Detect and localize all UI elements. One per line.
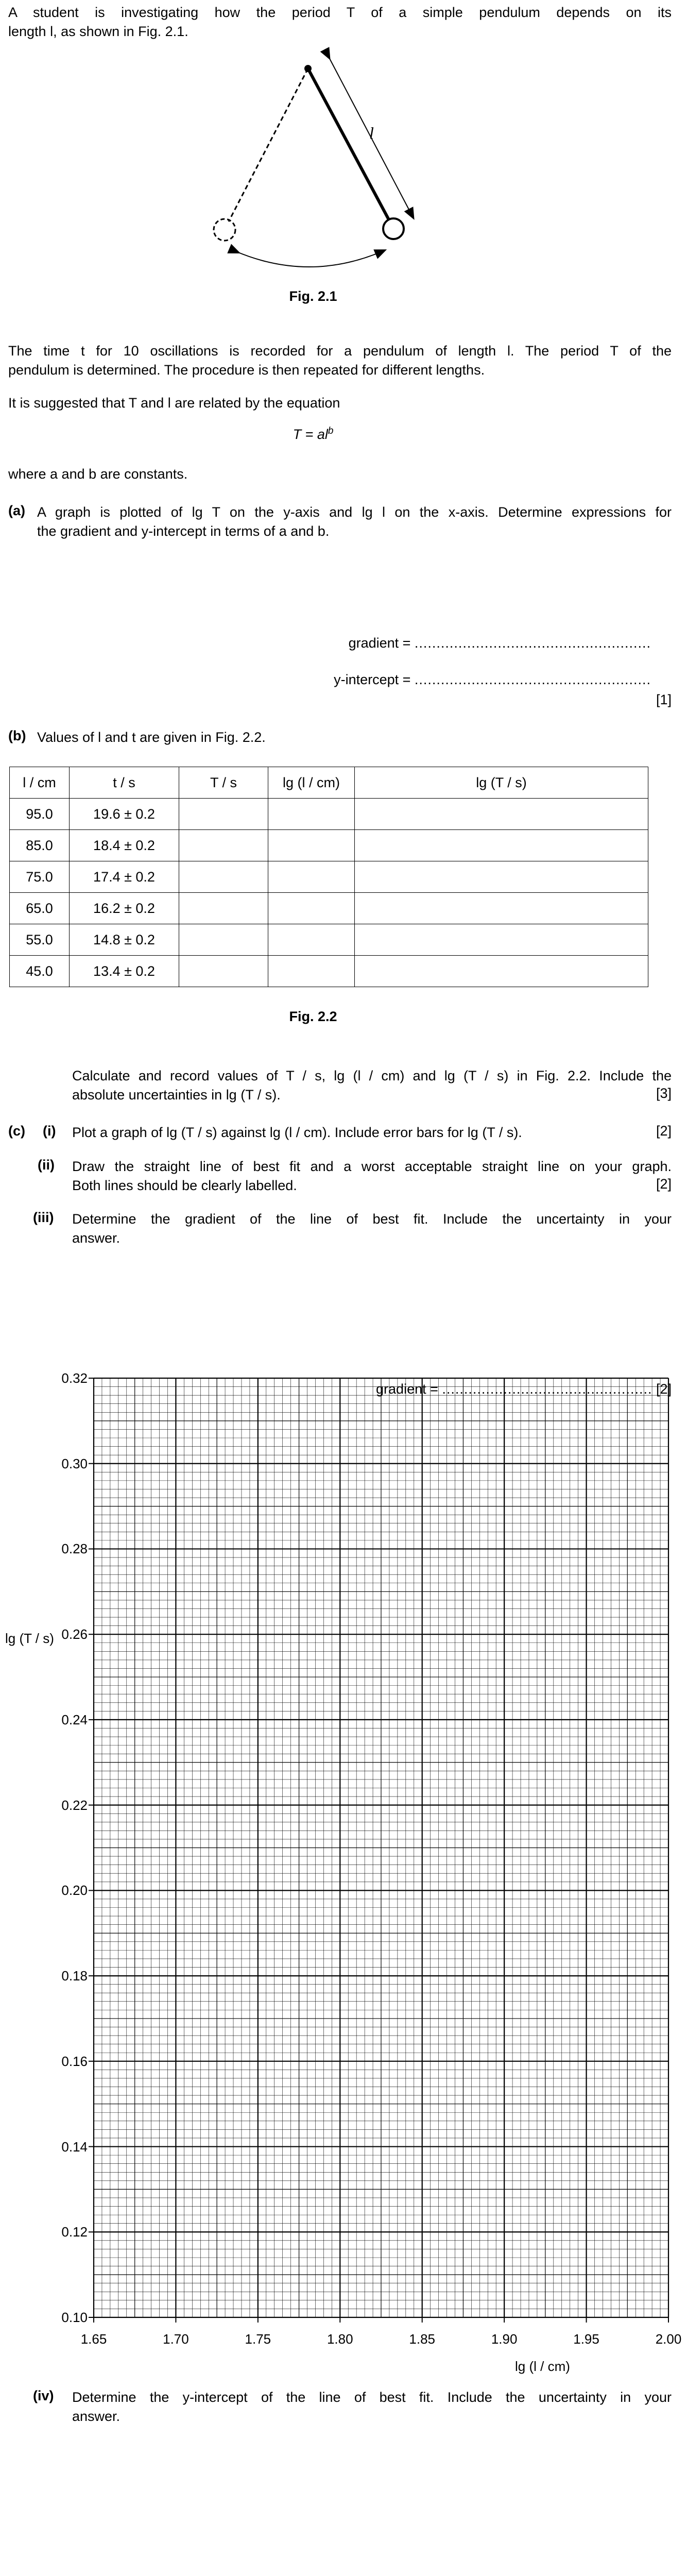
para-1-line-2: pendulum is determined. The procedure is then repeated for different lengths. [8, 362, 485, 378]
cell-t: 14.8 ± 0.2 [70, 924, 179, 956]
para-1-line-1: The time t for 10 oscillations is recorded for a pendulum of length l. The period T of the [8, 343, 672, 359]
y-tick-label: 0.16 [61, 2053, 88, 2069]
para-2: It is suggested that T and l are related by the equation [8, 395, 340, 411]
part-c-i-text: Plot a graph of lg (T / s) against lg (l / cm). Include error bars for lg (T / s). [72, 1125, 522, 1140]
header-lg-l: lg (l / cm) [268, 767, 355, 799]
gradient-dots-a[interactable]: ...................................................... [414, 635, 651, 651]
y-tick-label: 0.28 [61, 1541, 88, 1557]
part-c-iv-label: (iv) [33, 2388, 54, 2403]
x-tick-label: 2.00 [655, 2331, 682, 2347]
gradient-label-c: gradient = [376, 1381, 442, 1397]
x-tick-label: 1.65 [80, 2331, 107, 2347]
x-tick-label: 1.80 [327, 2331, 353, 2347]
part-b-text: Values of l and t are given in Fig. 2.2. [37, 730, 266, 745]
gradient-label-a: gradient = [348, 635, 415, 651]
intercept-dots-a[interactable]: ...................................................... [414, 672, 651, 687]
part-c-ii-marks: [2] [656, 1176, 672, 1192]
iv-line-2: answer. [72, 2409, 121, 2424]
header-t: t / s [70, 767, 179, 799]
y-tick-label: 0.26 [61, 1626, 88, 1642]
x-axis-title: lg (l / cm) [515, 2359, 570, 2374]
ii-line-2: Both lines should be clearly labelled. [72, 1178, 297, 1193]
cell-t: 16.2 ± 0.2 [70, 893, 179, 924]
y-tick-label: 0.14 [61, 2139, 88, 2155]
part-c-ii-label: (ii) [38, 1157, 55, 1173]
part-c-iii-label: (iii) [33, 1210, 54, 1225]
header-l: l / cm [10, 767, 70, 799]
cell-t: 17.4 ± 0.2 [70, 861, 179, 893]
part-a-label: (a) [8, 503, 25, 518]
cell-l: 75.0 [10, 861, 70, 893]
y-tick-label: 0.22 [61, 1797, 88, 1813]
cell-l: 95.0 [10, 799, 70, 830]
part-c-i-marks: [2] [656, 1123, 672, 1139]
para-3: where a and b are constants. [8, 466, 188, 482]
intro-line-2: length l, as shown in Fig. 2.1. [8, 24, 188, 39]
y-tick-label: 0.24 [61, 1711, 88, 1727]
iii-line-2: answer. [72, 1230, 121, 1246]
cell-l: 55.0 [10, 924, 70, 956]
x-tick-label: 1.75 [245, 2331, 271, 2347]
part-a-marks: [1] [656, 692, 672, 707]
ii-line-1: Draw the straight line of best fit and a worst acceptable straight line on your graph. [72, 1159, 672, 1174]
x-tick-label: 1.85 [409, 2331, 435, 2347]
cell-l: 85.0 [10, 830, 70, 861]
cell-l: 45.0 [10, 956, 70, 987]
gradient-dots-c[interactable]: ................................................ [442, 1381, 652, 1397]
intercept-label-a: y-intercept = [334, 672, 415, 687]
part-a-line-2: the gradient and y-intercept in terms of a and b. [37, 523, 330, 539]
part-c-iii-marks: [2] [656, 1381, 672, 1397]
fig-2-2-caption: Fig. 2.2 [289, 1009, 337, 1024]
iv-line-1: Determine the y-intercept of the line of best fit. Include the uncertainty in your [72, 2389, 672, 2405]
cell-t: 13.4 ± 0.2 [70, 956, 179, 987]
y-tick-label: 0.12 [61, 2224, 88, 2240]
iii-line-1: Determine the gradient of the line of best fit. Include the uncertainty in your [72, 1211, 672, 1227]
header-lg-T: lg (T / s) [355, 767, 648, 799]
part-c-i-label: (i) [43, 1123, 56, 1139]
fig-2-1-caption: Fig. 2.1 [289, 289, 337, 304]
part-b-marks: [3] [656, 1086, 672, 1101]
part-b-label: (b) [8, 728, 26, 743]
header-T: T / s [179, 767, 268, 799]
part-a-line-1: A graph is plotted of lg T on the y-axis and lg l on the x-axis. Determine expressions for [37, 504, 672, 520]
y-tick-label: 0.32 [61, 1370, 88, 1386]
part-c-label: (c) [8, 1123, 25, 1139]
part-c-iv-text [72, 2388, 672, 2426]
y-tick-label: 0.18 [61, 1968, 88, 1984]
cell-t: 18.4 ± 0.2 [70, 830, 179, 861]
x-tick-label: 1.70 [163, 2331, 189, 2347]
equation-main: T = al [293, 427, 328, 442]
y-tick-label: 0.30 [61, 1455, 88, 1471]
intro-line-1: A student is investigating how the period T of a simple pendulum depends on its [8, 5, 672, 20]
y-tick-label: 0.20 [61, 1883, 88, 1899]
cell-l: 65.0 [10, 893, 70, 924]
calc-line-1: Calculate and record values of T / s, lg (l / cm) and lg (T / s) in Fig. 2.2. Include the [72, 1068, 672, 1083]
cell-t: 19.6 ± 0.2 [70, 799, 179, 830]
x-tick-label: 1.90 [491, 2331, 518, 2347]
length-label: l [369, 124, 374, 142]
y-axis-title: lg (T / s) [5, 1631, 54, 1646]
y-tick-label: 0.10 [61, 2310, 88, 2325]
calc-line-2: absolute uncertainties in lg (T / s). [72, 1087, 281, 1103]
x-tick-label: 1.95 [573, 2331, 599, 2347]
equation-exponent: b [328, 426, 334, 436]
